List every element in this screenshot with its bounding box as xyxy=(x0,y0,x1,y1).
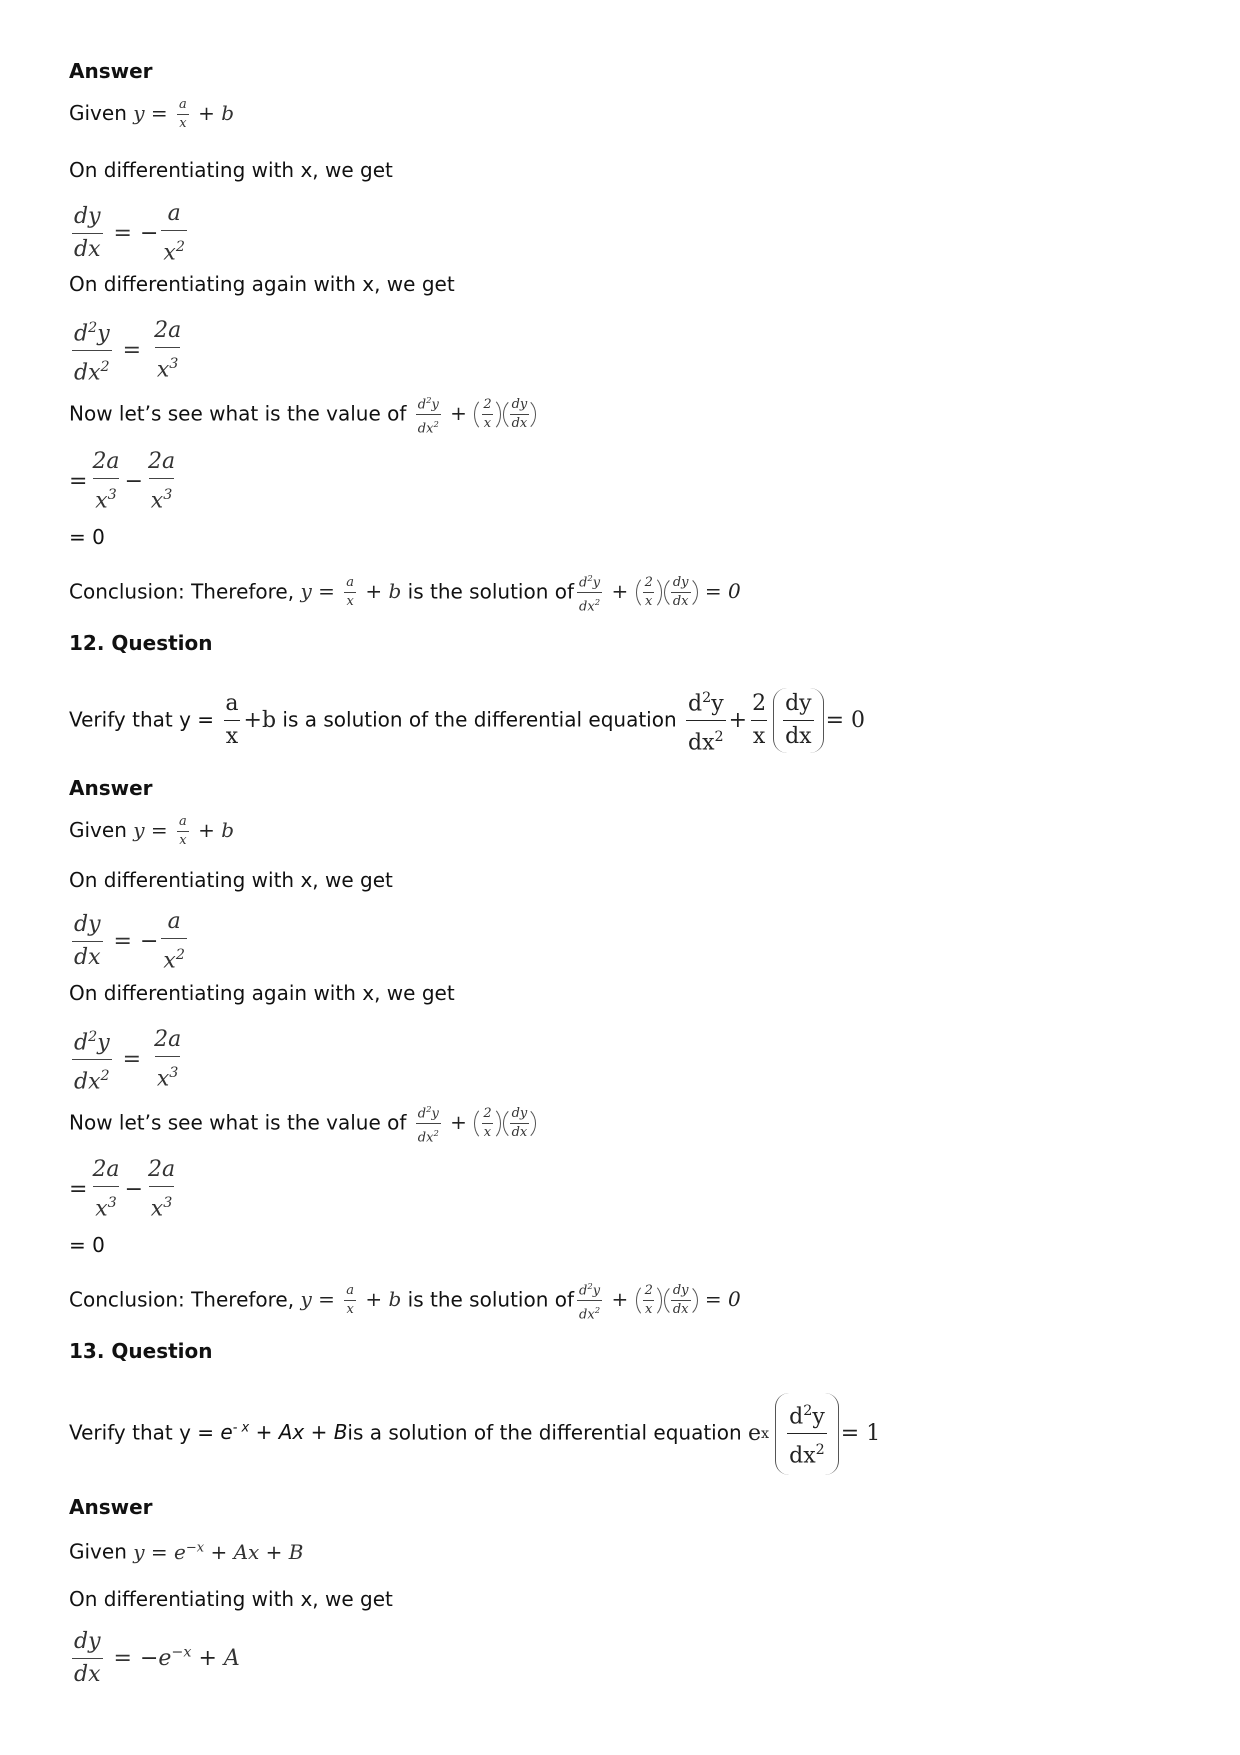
given-label: Given xyxy=(69,101,127,125)
conclusion-line xyxy=(69,571,741,615)
question-heading-13: 13. Question xyxy=(69,1339,213,1363)
verify-mid: is a solution of the differential equation xyxy=(282,707,677,732)
diff1-text: On differentiating with x, we get xyxy=(69,158,393,182)
diff1-text: On differentiating with x, we get xyxy=(69,1587,393,1611)
answer-heading: Answer xyxy=(69,776,153,800)
first-derivative-eq: $\frac{dy}{dx}$ = − $\frac{a}{x^2}$ xyxy=(74,201,185,266)
second-derivative-eq: $\frac{d^2y}{dx^2}$ = $\frac{2a}{x^3}$ xyxy=(74,1027,182,1095)
question-13-text xyxy=(69,1393,880,1475)
conclusion-mid: is the solution of xyxy=(407,1287,575,1312)
expression: $\frac{d^2y}{dx^2}$ + $\frac{2}{x}$ $\frac{dy}{dx}$ xyxy=(413,1110,538,1134)
given-equation: y = $\frac{a}{x}$ + b xyxy=(133,97,235,131)
conclusion-prefix: Conclusion: Therefore, xyxy=(69,1287,295,1312)
verify-mid: is a solution of the differential equation xyxy=(347,1420,742,1445)
conclusion-line xyxy=(69,1279,741,1323)
diff2-text: On differentiating again with x, we get xyxy=(69,981,455,1005)
question-equation: e x $\frac{d^2y}{dx^2}$ = 1 xyxy=(748,1393,880,1475)
now-text: Now let’s see what is the value of xyxy=(69,1110,407,1135)
given-line xyxy=(69,98,234,131)
now-line xyxy=(69,393,537,437)
verify-prefix: Verify that y = xyxy=(69,707,215,732)
conclusion-equation: $\frac{d^2y}{dx^2}$ + $\frac{2}{x}$ $\frac{dy}{dx}$ = 0 xyxy=(579,1281,741,1323)
verify-prefix: Verify that y = xyxy=(69,1420,215,1445)
conclusion-function: y = $\frac{a}{x}$ + b xyxy=(300,575,402,610)
conclusion-equation: $\frac{d^2y}{dx^2}$ + $\frac{2}{x}$ $\frac{dy}{dx}$ = 0 xyxy=(579,573,741,615)
conclusion-function: y = $\frac{a}{x}$ + b xyxy=(300,1283,402,1318)
given-equation: $y = e^{-x} + Ax + B$ xyxy=(133,1539,304,1564)
answer-heading: Answer xyxy=(69,59,153,83)
question-heading-12: 12. Question xyxy=(69,631,213,655)
question-equation: $\frac{d^2y}{dx^2}$ + $\frac{2}{x}$ $\frac{dy}{dx}$ = 0 xyxy=(688,690,866,756)
answer-heading: Answer xyxy=(69,1495,153,1519)
diff1-text: On differentiating with x, we get xyxy=(69,868,393,892)
conclusion-mid: is the solution of xyxy=(407,579,575,604)
substitution-eq: = $\frac{2a}{x^3}$ − $\frac{2a}{x^3}$ xyxy=(69,1157,176,1222)
second-derivative-eq: $\frac{d^2y}{dx^2}$ = $\frac{2a}{x^3}$ xyxy=(74,318,182,386)
now-line xyxy=(69,1102,537,1146)
first-derivative-eq: $\frac{dy}{dx}$ = − $\frac{a}{x^2}$ xyxy=(74,909,185,974)
first-derivative-eq: $\frac{dy}{dx}$ = $-e^{-x} + A$ xyxy=(74,1629,240,1687)
zero-result: = 0 xyxy=(69,525,105,549)
question-12-text xyxy=(69,684,865,758)
given-equation: y = $\frac{a}{x}$ + b xyxy=(133,814,235,848)
verify-expression: $e^{- x} + Ax + B$ xyxy=(220,1420,348,1445)
given-line xyxy=(69,815,234,848)
question-function: $\frac{a}{x}$ +b xyxy=(225,691,277,750)
expression: $\frac{d^2y}{dx^2}$ + $\frac{2}{x}$ $\frac{dy}{dx}$ xyxy=(413,401,538,425)
diff2-text: On differentiating again with x, we get xyxy=(69,272,455,296)
given-label: Given xyxy=(69,818,127,842)
conclusion-prefix: Conclusion: Therefore, xyxy=(69,579,295,604)
zero-result: = 0 xyxy=(69,1233,105,1257)
given-line xyxy=(69,1535,303,1565)
given-label: Given xyxy=(69,1539,127,1564)
now-text: Now let’s see what is the value of xyxy=(69,401,407,426)
substitution-eq: = $\frac{2a}{x^3}$ − $\frac{2a}{x^3}$ xyxy=(69,449,176,514)
